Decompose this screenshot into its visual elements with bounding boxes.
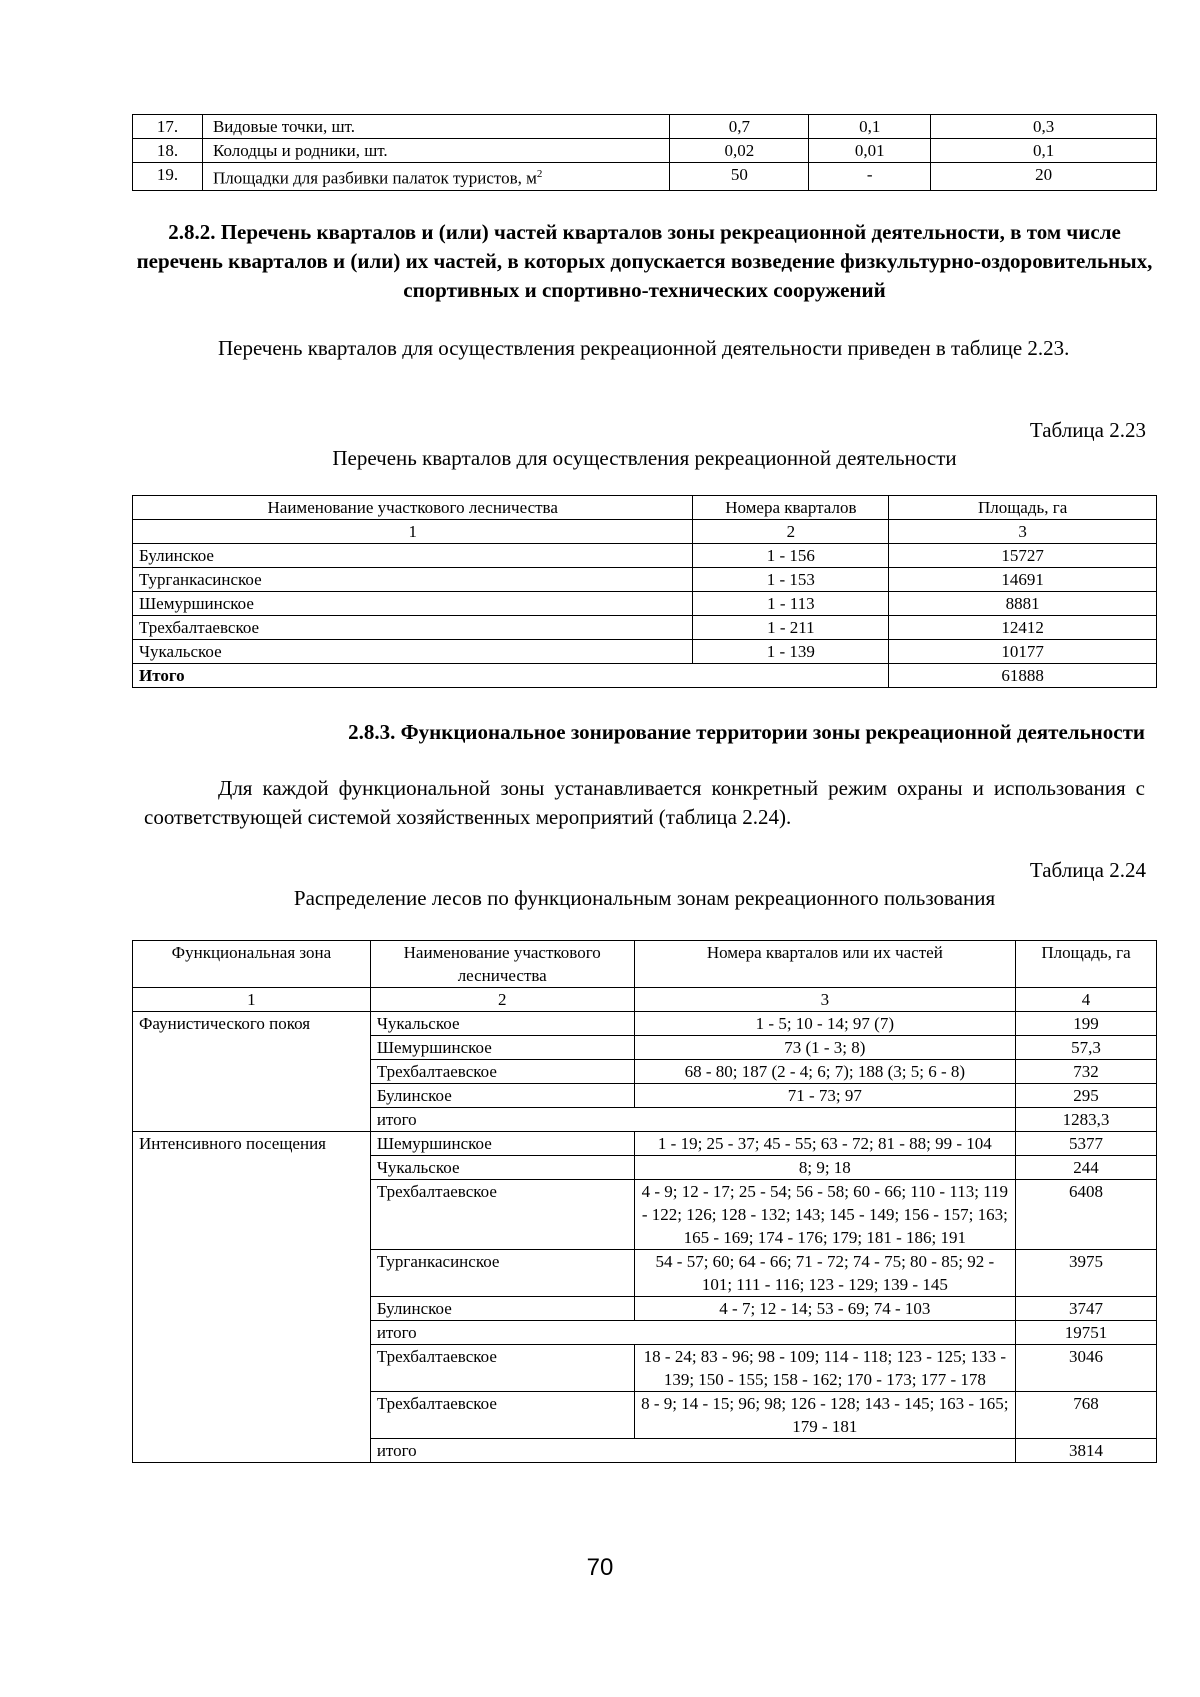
cell: 0,3	[931, 115, 1157, 139]
table-title: Распределение лесов по функциональным зонам рекреационного пользования	[293, 886, 996, 910]
column-header: Функциональная зона	[133, 941, 371, 988]
table-2-23	[132, 495, 1157, 688]
subtotal-value: 1283,3	[1016, 1108, 1157, 1132]
cell: 57,3	[1016, 1036, 1157, 1060]
cell: 3975	[1016, 1250, 1157, 1297]
section-heading-2-8-3: 2.8.3. Функциональное зонирование территории зоны рекреационной деятельности	[348, 720, 1145, 744]
cell: Шемуршинское	[370, 1132, 634, 1156]
table-number-row	[133, 988, 1157, 1012]
cell: 244	[1016, 1156, 1157, 1180]
cell: 4	[1016, 988, 1157, 1012]
table-row	[133, 568, 1157, 592]
cell: 68 - 80; 187 (2 - 4; 6; 7); 188 (3; 5; 6 - 8)	[634, 1060, 1015, 1084]
table-row	[133, 163, 1157, 191]
cell: 0,01	[809, 139, 931, 163]
cell: Турганкасинское	[133, 568, 693, 592]
cell: 15727	[889, 544, 1157, 568]
cell: 0,1	[931, 139, 1157, 163]
cell: 1 - 113	[693, 592, 889, 616]
cell: 50	[670, 163, 809, 191]
table-row	[133, 592, 1157, 616]
paragraph-2-8-3: Для каждой функциональной зоны устанавливается конкретный режим охраны и использования с соответствующей системой хозяйственных мероприятий (таблица 2.24).	[144, 776, 1145, 829]
cell: Трехбалтаевское	[370, 1392, 634, 1439]
zone-cell: Фаунистического покоя	[133, 1012, 371, 1132]
cell: 4 - 9; 12 - 17; 25 - 54; 56 - 58; 60 - 66; 110 - 113; 119 - 122; 126; 128 - 132; 143; 145 - 149; 156 - 157; 163; 165 - 169; 174 - 176; 179; 181 - 186; 191	[634, 1180, 1015, 1250]
column-header: Площадь, га	[1016, 941, 1157, 988]
cell: 0,02	[670, 139, 809, 163]
subtotal-label: итого	[370, 1108, 1015, 1132]
cell: 1 - 19; 25 - 37; 45 - 55; 63 - 72; 81 - 88; 99 - 104	[634, 1132, 1015, 1156]
cell: Турганкасинское	[370, 1250, 634, 1297]
cell: 12412	[889, 616, 1157, 640]
table-top-continuation	[132, 114, 1157, 191]
cell: Трехбалтаевское	[370, 1345, 634, 1392]
cell: 0,7	[670, 115, 809, 139]
column-header: Наименование участкового лесничества	[133, 496, 693, 520]
table-total-row	[133, 664, 1157, 688]
cell-text: Площадки для разбивки палаток туристов, м	[212, 168, 537, 188]
cell: Трехбалтаевское	[133, 616, 693, 640]
column-header: Площадь, га	[889, 496, 1157, 520]
subtotal-label: итого	[370, 1439, 1015, 1463]
subtotal-value: 3814	[1016, 1439, 1157, 1463]
cell: 73 (1 - 3; 8)	[634, 1036, 1015, 1060]
cell: Шемуршинское	[370, 1036, 634, 1060]
total-label: Итого	[133, 664, 889, 688]
column-header: Номера кварталов	[693, 496, 889, 520]
cell: 295	[1016, 1084, 1157, 1108]
table-row	[133, 1012, 1157, 1036]
cell: 4 - 7; 12 - 14; 53 - 69; 74 - 103	[634, 1297, 1015, 1321]
cell: 6408	[1016, 1180, 1157, 1250]
superscript: 2	[536, 168, 543, 180]
cell: 1 - 139	[693, 640, 889, 664]
cell: 1 - 5; 10 - 14; 97 (7)	[634, 1012, 1015, 1036]
paragraph-2-8-2: Перечень кварталов для осуществления рекреационной деятельности приведен в таблице 2.23.	[218, 336, 1070, 360]
table-title: Перечень кварталов для осуществления рекреационной деятельности	[332, 446, 957, 470]
cell: 14691	[889, 568, 1157, 592]
cell: 18 - 24; 83 - 96; 98 - 109; 114 - 118; 123 - 125; 133 - 139; 150 - 155; 158 - 162; 170 - 173; 177 - 178	[634, 1345, 1015, 1392]
cell: 71 - 73; 97	[634, 1084, 1015, 1108]
cell: 10177	[889, 640, 1157, 664]
cell: 8; 9; 18	[634, 1156, 1015, 1180]
table-row	[133, 115, 1157, 139]
cell: 2	[693, 520, 889, 544]
cell: Трехбалтаевское	[370, 1060, 634, 1084]
table-row	[133, 1132, 1157, 1156]
cell: 8881	[889, 592, 1157, 616]
cell: Булинское	[370, 1297, 634, 1321]
cell: Булинское	[370, 1084, 634, 1108]
table-2-24	[132, 940, 1157, 1463]
cell: 0,1	[809, 115, 931, 139]
cell: 19.	[133, 163, 203, 191]
zone-cell: Интенсивного посещения	[133, 1132, 371, 1463]
table-header-row	[133, 941, 1157, 988]
cell: Видовые точки, шт.	[202, 115, 669, 139]
cell: 5377	[1016, 1132, 1157, 1156]
cell: 199	[1016, 1012, 1157, 1036]
table-row	[133, 616, 1157, 640]
table-caption: Таблица 2.23	[1029, 418, 1146, 442]
cell: 1 - 153	[693, 568, 889, 592]
cell: 3	[889, 520, 1157, 544]
cell: Чукальское	[133, 640, 693, 664]
cell: 1	[133, 988, 371, 1012]
cell: 54 - 57; 60; 64 - 66; 71 - 72; 74 - 75; 80 - 85; 92 - 101; 111 - 116; 123 - 129; 139 - 145	[634, 1250, 1015, 1297]
cell: 3747	[1016, 1297, 1157, 1321]
cell: Трехбалтаевское	[370, 1180, 634, 1250]
table-row	[133, 139, 1157, 163]
cell: 1 - 156	[693, 544, 889, 568]
column-header: Номера кварталов или их частей	[634, 941, 1015, 988]
table-row	[133, 640, 1157, 664]
table-number-row	[133, 520, 1157, 544]
table-header-row	[133, 496, 1157, 520]
cell: Шемуршинское	[133, 592, 693, 616]
column-header: Наименование участкового лесничества	[370, 941, 634, 988]
cell: 8 - 9; 14 - 15; 96; 98; 126 - 128; 143 - 145; 163 - 165; 179 - 181	[634, 1392, 1015, 1439]
cell: 2	[370, 988, 634, 1012]
table-caption: Таблица 2.24	[1029, 858, 1146, 882]
cell: 768	[1016, 1392, 1157, 1439]
cell	[202, 163, 669, 191]
page-number: 70	[586, 1554, 614, 1581]
cell: Чукальское	[370, 1012, 634, 1036]
cell: 18.	[133, 139, 203, 163]
table-row	[133, 544, 1157, 568]
cell: Колодцы и родники, шт.	[202, 139, 669, 163]
cell: 17.	[133, 115, 203, 139]
cell: Булинское	[133, 544, 693, 568]
cell: 20	[931, 163, 1157, 191]
cell: 1 - 211	[693, 616, 889, 640]
cell: 1	[133, 520, 693, 544]
total-value: 61888	[889, 664, 1157, 688]
subtotal-value: 19751	[1016, 1321, 1157, 1345]
cell: 732	[1016, 1060, 1157, 1084]
cell: 3	[634, 988, 1015, 1012]
subtotal-label: итого	[370, 1321, 1015, 1345]
section-heading-2-8-2: 2.8.2. Перечень кварталов и (или) частей кварталов зоны рекреационной деятельности, в том числе перечень кварталов и (или) их частей, в которых допускается возведение физкультурно-оздоровительных, спортивных и спортивно-технических сооружений	[136, 220, 1153, 302]
cell: 3046	[1016, 1345, 1157, 1392]
cell: -	[809, 163, 931, 191]
cell: Чукальское	[370, 1156, 634, 1180]
